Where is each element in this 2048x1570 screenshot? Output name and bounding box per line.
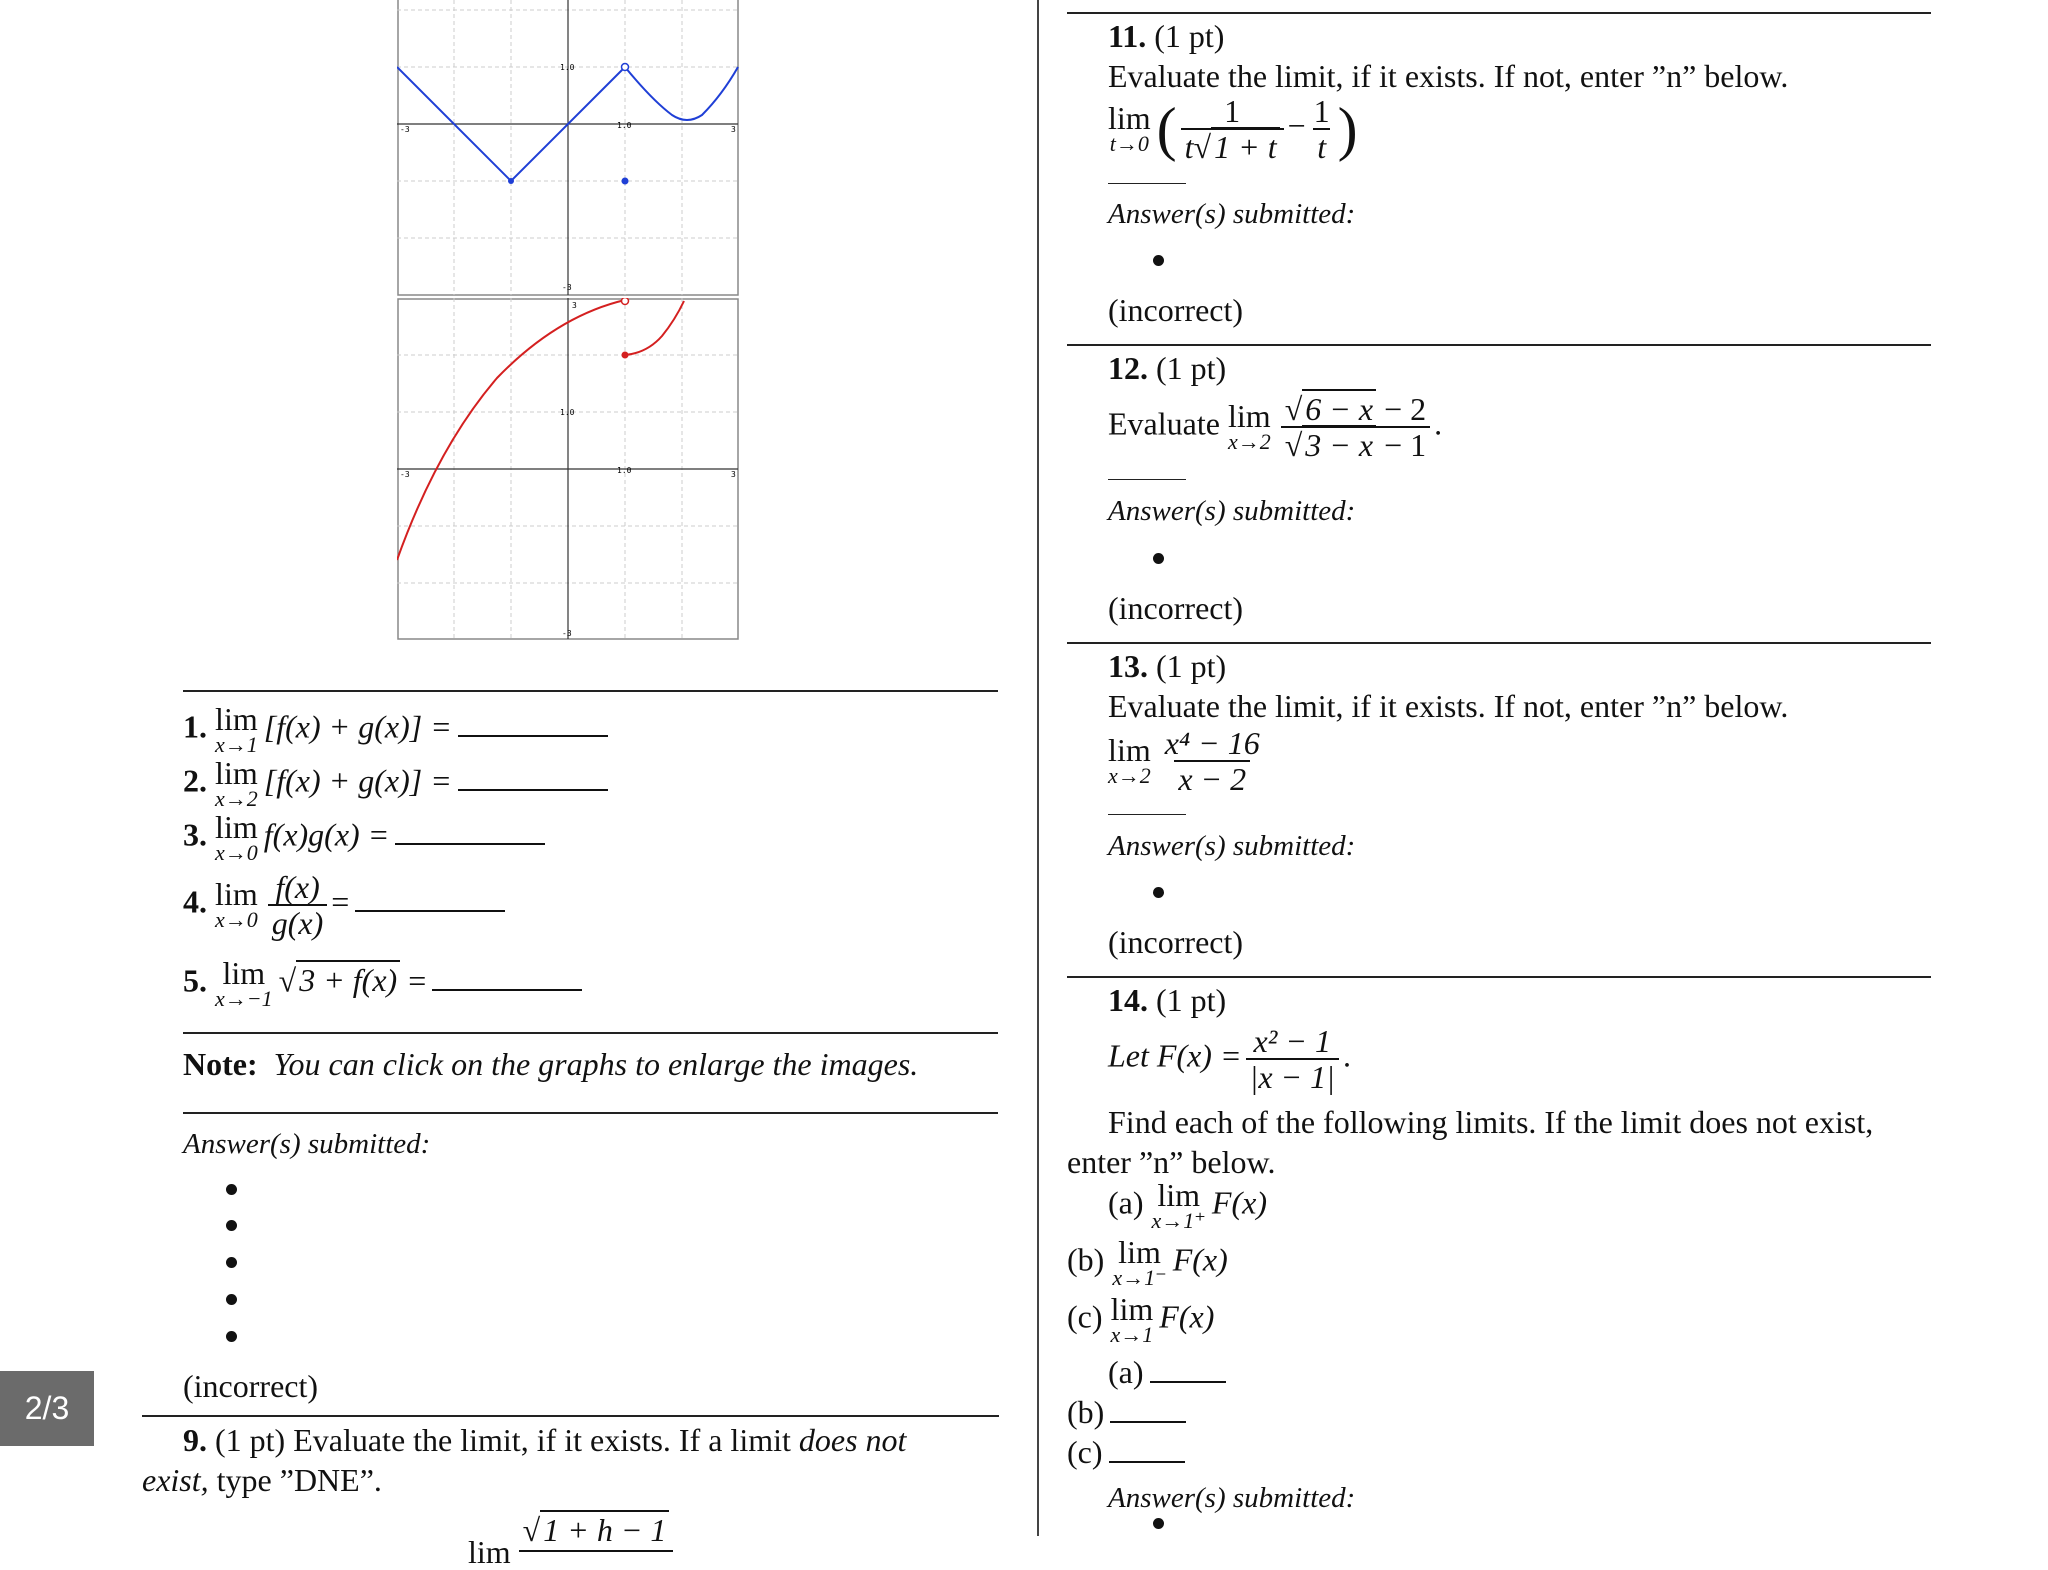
graph-f-label-right: 3 <box>731 125 736 134</box>
divider-before-q9 <box>142 1415 999 1417</box>
graph-g-label-right: 3 <box>731 470 736 479</box>
graph-f-label-y-one: 1.0 <box>560 63 575 72</box>
problem-4: 4. lim x→0 $\frac{f(x)}{g(x)}$ = <box>183 870 505 940</box>
q14-answer-b: (b) <box>1067 1392 1186 1432</box>
q12-answer-bullet <box>1153 553 1164 564</box>
page-indicator: 2/3 <box>0 1371 94 1446</box>
q11-text: Evaluate the limit, if it exists. If not, enter ”n” below. <box>1108 58 1789 94</box>
left-status: (incorrect) <box>183 1368 319 1404</box>
q12-header: 12. (1 pt) <box>1108 350 1227 386</box>
divider-q14 <box>1067 976 1931 978</box>
q9-expression: lim √1 + h − 1 <box>468 1510 673 1552</box>
left-answer-bullet-5 <box>226 1331 237 1342</box>
q14-answer-bullet <box>1153 1518 1164 1529</box>
q13-answer-bullet <box>1153 887 1164 898</box>
answer-blank-1[interactable] <box>458 735 608 737</box>
q13-header: 13. (1 pt) <box>1108 648 1227 684</box>
graph-g-open-point <box>622 298 629 305</box>
graph-g-filled-point <box>622 352 629 359</box>
q14-answer-a: (a) <box>1108 1352 1226 1392</box>
graph-g-label-left: -3 <box>400 470 410 479</box>
q12-answers-label: Answer(s) submitted: <box>1108 495 1356 527</box>
q14-blank-c[interactable] <box>1109 1461 1185 1463</box>
note: Note: You can click on the graphs to enlarge the images. <box>183 1046 919 1082</box>
graph-g-label-y-one: 1.0 <box>560 408 575 417</box>
column-divider <box>1037 0 1039 1536</box>
q14-answer-c: (c) <box>1067 1432 1185 1472</box>
problem-3: 3. lim x→0 f(x)g(x) = <box>183 812 545 864</box>
q14-header: 14. (1 pt) <box>1108 982 1227 1018</box>
divider-top-list <box>183 690 998 692</box>
q11-status: (incorrect) <box>1108 292 1244 328</box>
q14-part-c: (c) lim x→1 F(x) <box>1067 1291 1215 1347</box>
divider-before-note <box>183 1032 998 1034</box>
graph-f[interactable] <box>397 0 741 296</box>
q9-line-1: 9. (1 pt) Evaluate the limit, if it exists. If a limit does not <box>183 1422 907 1458</box>
q14-text-b: enter ”n” below. <box>1067 1144 1276 1180</box>
left-answer-bullet-2 <box>226 1220 237 1231</box>
q11-answer-line[interactable] <box>1108 183 1186 184</box>
graph-f-open-point <box>622 64 629 71</box>
answer-blank-2[interactable] <box>458 789 608 791</box>
graph-g-label-bottom: -3 <box>562 629 572 638</box>
graph-g-label-top: 3 <box>572 301 577 310</box>
divider-after-note <box>183 1112 998 1114</box>
q12-expression: Evaluate lim x→2 $\frac{√6 - x - 2}{√3 - x - 1}$ . <box>1108 391 1443 463</box>
graph-f-label-x-one: 1.0 <box>617 121 632 130</box>
q14-part-a: (a) lim x→1⁺ F(x) <box>1108 1177 1267 1233</box>
graph-f-label-bottom: -3 <box>562 283 572 292</box>
q13-status: (incorrect) <box>1108 924 1244 960</box>
problem-1: 1. lim x→1 [f(x) + g(x)] = <box>183 704 608 756</box>
q12-status: (incorrect) <box>1108 590 1244 626</box>
graph-f-filled-point <box>622 178 629 185</box>
left-answers-label: Answer(s) submitted: <box>183 1128 431 1160</box>
q11-header: 11. (1 pt) <box>1108 18 1225 54</box>
left-answer-bullet-1 <box>226 1184 237 1195</box>
graph-g[interactable] <box>397 298 741 642</box>
problem-2: 2. lim x→2 [f(x) + g(x)] = <box>183 758 608 810</box>
divider-q13 <box>1067 642 1931 644</box>
q14-answers-label: Answer(s) submitted: <box>1108 1482 1356 1514</box>
q13-text: Evaluate the limit, if it exists. If not, enter ”n” below. <box>1108 688 1789 724</box>
graph-g-label-x-one: 1.0 <box>617 466 632 475</box>
q11-expression: lim t→0 ( $\frac{1}{t√1 + t}$ − $\frac{1}{t}$ ) <box>1108 93 1358 165</box>
q14-blank-b[interactable] <box>1110 1421 1186 1423</box>
divider-top-right <box>1067 12 1931 14</box>
graph-f-label-left: -3 <box>400 125 410 134</box>
q11-answers-label: Answer(s) submitted: <box>1108 198 1356 230</box>
q13-expression: lim x→2 $\frac{\text{x⁴ − 16}}{x - 2}$ <box>1108 725 1260 797</box>
left-answer-bullet-4 <box>226 1294 237 1305</box>
answer-blank-5[interactable] <box>432 989 582 991</box>
divider-q12 <box>1067 344 1931 346</box>
left-answer-bullet-3 <box>226 1257 237 1268</box>
q11-answer-bullet <box>1153 255 1164 266</box>
q12-answer-line[interactable] <box>1108 479 1186 480</box>
q9-line-2: exist, type ”DNE”. <box>142 1462 382 1498</box>
q13-answers-label: Answer(s) submitted: <box>1108 830 1356 862</box>
q14-part-b: (b) lim x→1⁻ F(x) <box>1067 1234 1228 1290</box>
q14-definition: Let F(x) = $\frac{\text{x² − 1}}{|x - 1|}$ . <box>1108 1023 1351 1095</box>
answer-blank-3[interactable] <box>395 843 545 845</box>
q14-text-a: Find each of the following limits. If the limit does not exist, <box>1108 1104 1874 1140</box>
answer-blank-4[interactable] <box>355 910 505 912</box>
graph-f-vertex-point <box>508 178 514 184</box>
problem-5: 5. lim x→−1 √3 + f(x) = <box>183 958 582 1010</box>
q13-answer-line[interactable] <box>1108 814 1186 815</box>
q14-blank-a[interactable] <box>1150 1381 1226 1383</box>
